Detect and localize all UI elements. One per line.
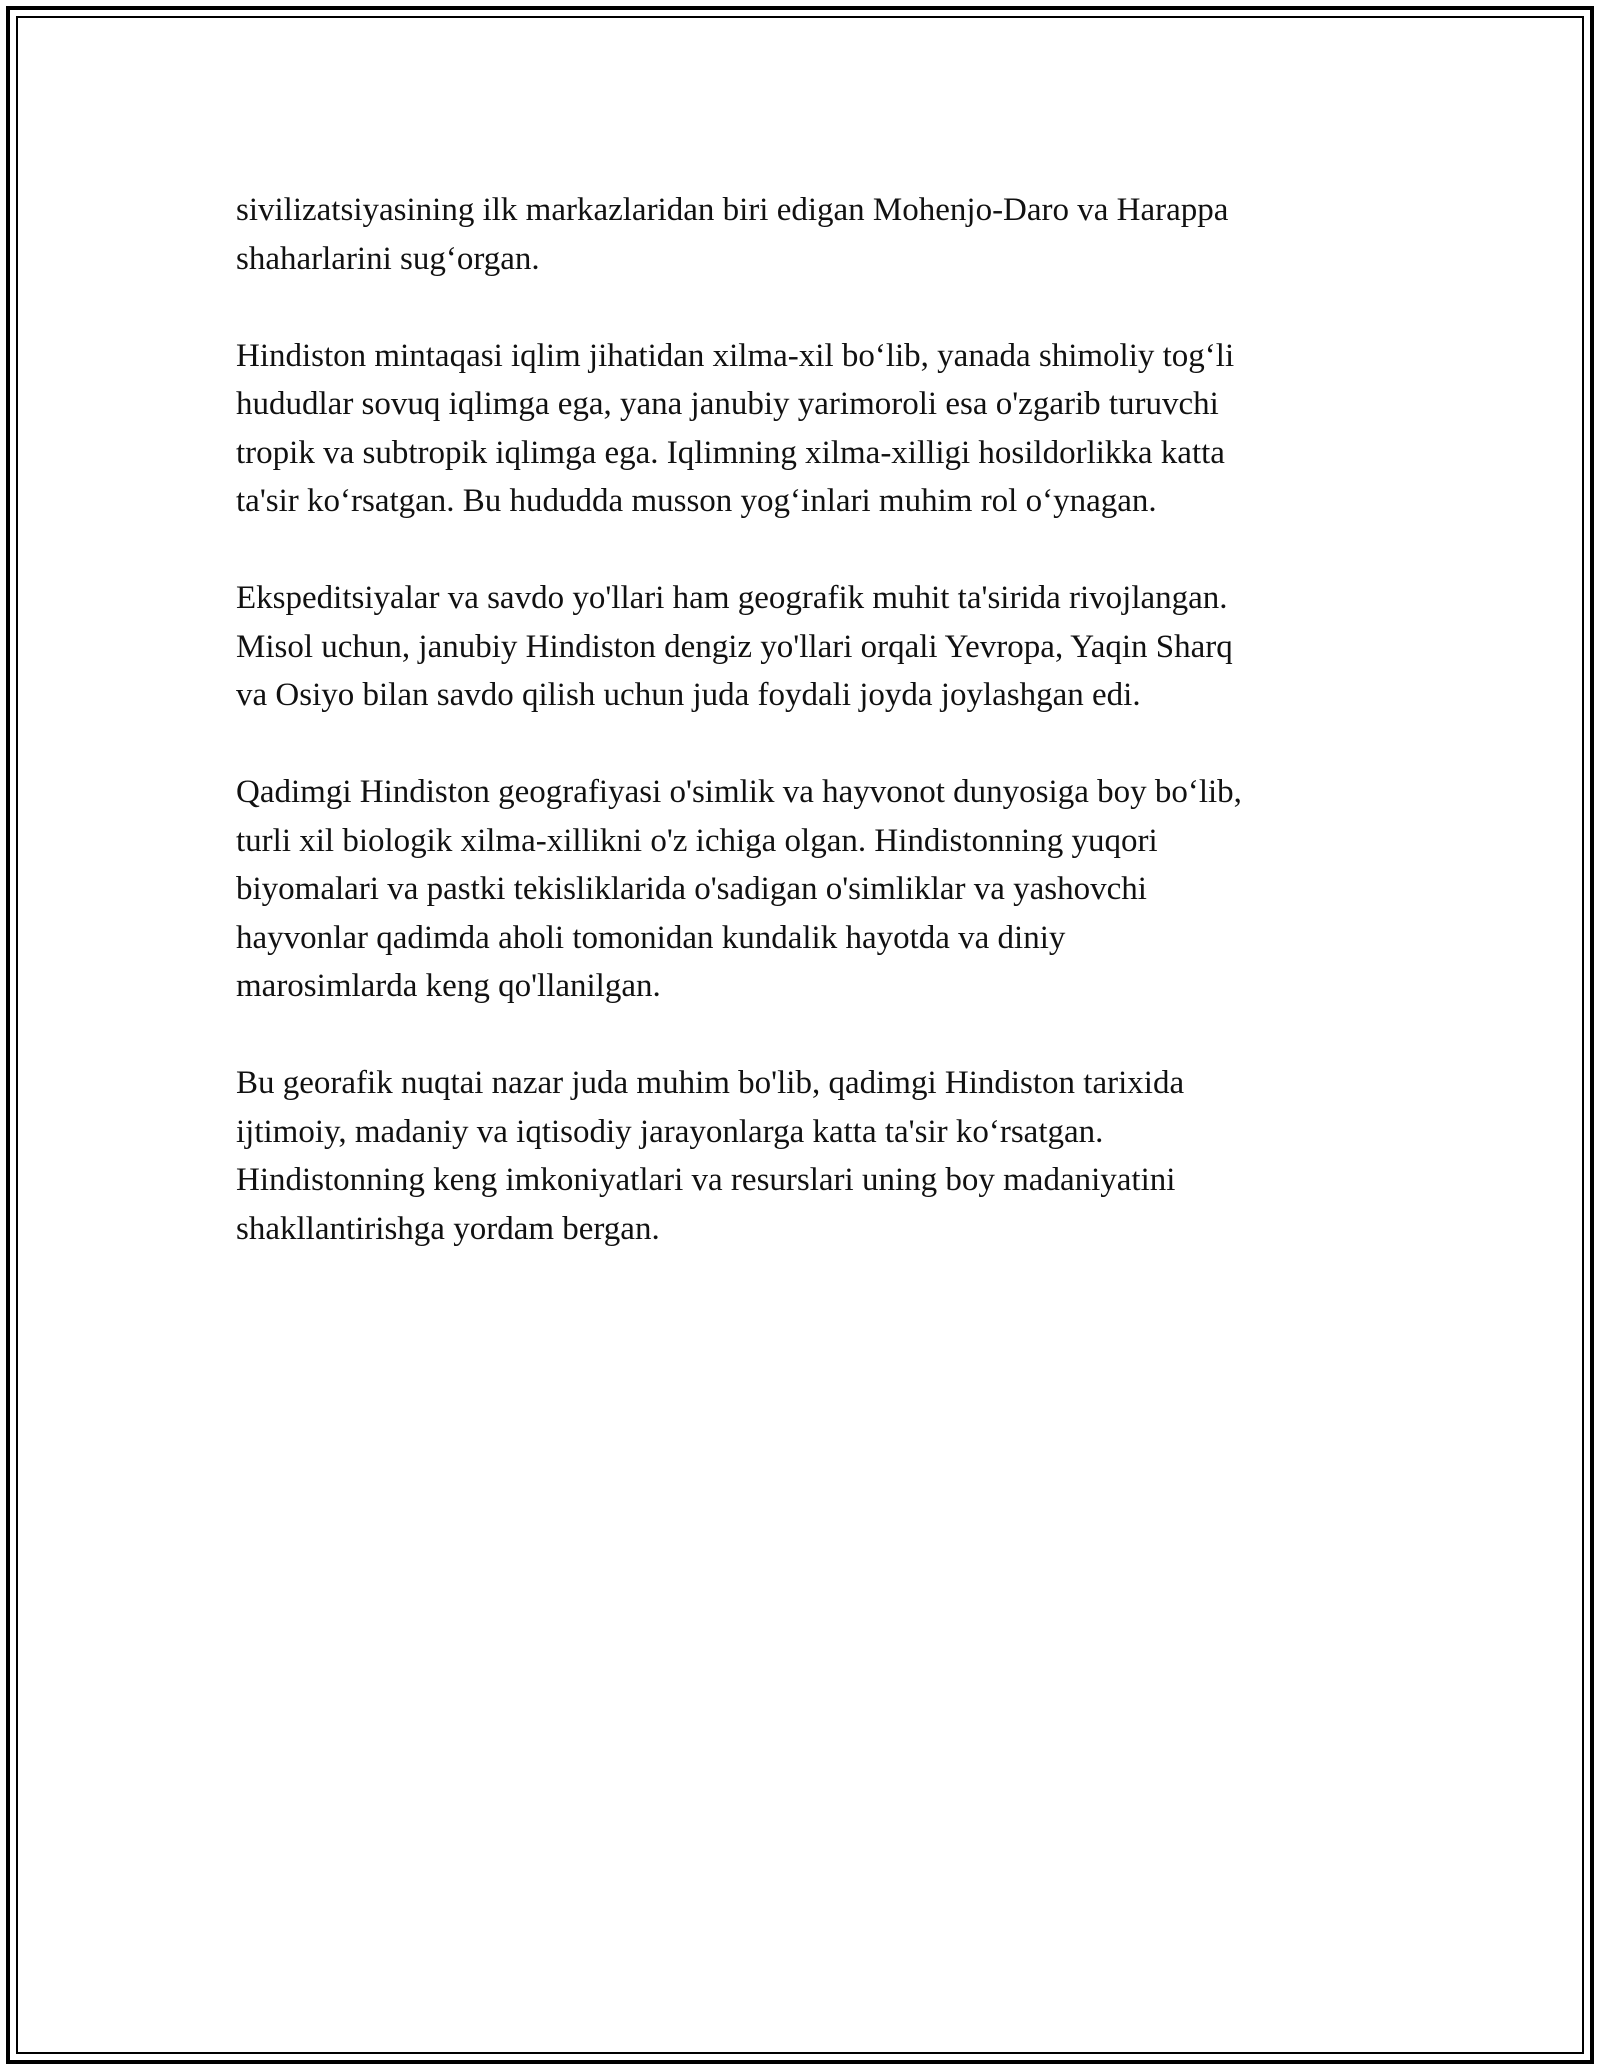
paragraph-2: Hindiston mintaqasi iqlim jihatidan xilma-xil bo‘lib, yanada shimoliy tog‘li hududlar sovuq iqlimga ega, yana janubiy yarimoroli esa o'zgarib turuvchi tropik va subtropik iqlimga ega. Iqlimning xilma-xilligi hosildorlikka katta ta'sir ko‘rsatgan. Bu hududda musson yog‘inlari muhim rol o‘ynagan. (236, 337, 1235, 519)
paragraph-1: sivilizatsiyasining ilk markazlaridan biri edigan Mohenjo-Daro va Harappa shaharlarini sug‘organ. (236, 192, 1229, 277)
paragraph-3: Ekspeditsiyalar va savdo yo'llari ham geografik muhit ta'sirida rivojlangan. Misol uchun, janubiy Hindiston dengiz yo'llari orqali Yevropa, Yaqin Sharq va Osiyo bilan savdo qilish uchun juda foydali joyda joylashgan edi. (236, 580, 1233, 713)
paragraph-5: Bu georafik nuqtai nazar juda muhim bo'lib, qadimgi Hindiston tarixida ijtimoiy, madaniy va iqtisodiy jarayonlarga katta ta'sir ko‘rsatgan. Hindistonning keng imkoniyatlari va resurslari uning boy madaniyatini shakllantirishga yordam bergan. (236, 1065, 1185, 1247)
page-body (236, 186, 1366, 1253)
paragraph-4: Qadimgi Hindiston geografiyasi o'simlik va hayvonot dunyosiga boy bo‘lib, turli xil biologik xilma-xillikni o'z ichiga olgan. Hindistonning yuqori biyomalari va pastki tekisliklarida o'sadigan o'simliklar va yashovchi hayvonlar qadimda aholi tomonidan kundalik hayotda va diniy marosimlarda keng qo'llanilgan. (236, 774, 1242, 1004)
